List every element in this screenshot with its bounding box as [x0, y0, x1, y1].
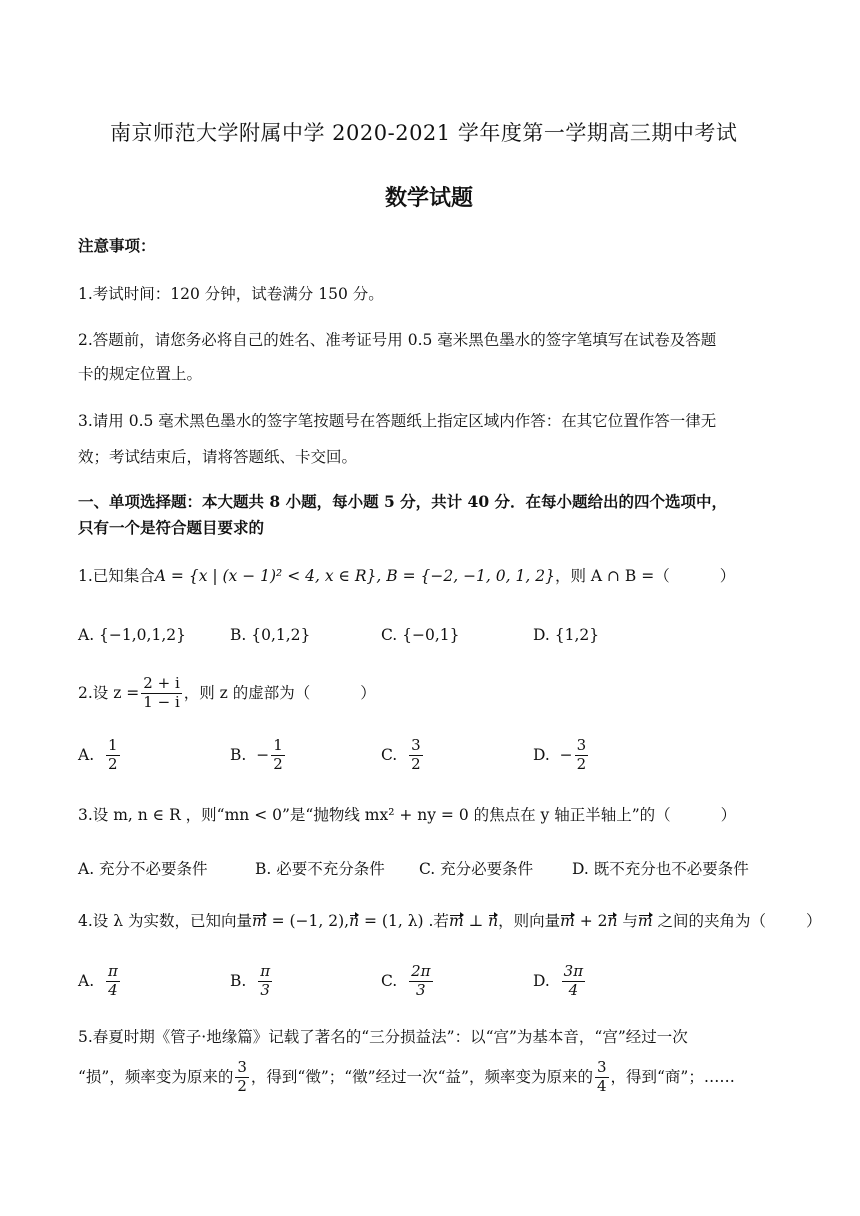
q2-option-b: B. − $\frac{1}{2}$ [230, 736, 283, 773]
notice-item-2-line1: 2.答题前，请您务必将自己的姓名、准考证号用 0.5 毫米黑色墨水的签字笔填写在试卷及答题 [78, 331, 717, 349]
q3-option-d: D. 既不充分也不必要条件 [572, 860, 749, 878]
notice-item-3-line2: 效；考试结束后，请将答题纸、卡交回。 [78, 448, 358, 466]
q2-close: ） [360, 683, 376, 702]
notice-item-1: 1.考试时间：120 分钟，试卷满分 150 分。 [78, 285, 384, 303]
q3-option-a: A. 充分不必要条件 [78, 860, 208, 878]
notice-heading: 注意事项： [78, 236, 156, 255]
question-2-stem [78, 676, 376, 711]
notice-item-2-line2: 卡的规定位置上。 [78, 365, 203, 383]
question-5-line1: 5.春夏时期《管子·地缘篇》记载了著名的“三分损益法”：以“宫”为基本音，“宫”经过一次 [78, 1028, 688, 1046]
q3-option-c: C. 充分必要条件 [419, 860, 534, 878]
question-5-line2: “损”，频率变为原来的 $\frac{3}{2}$ ，得到“徵”；“徵”经过一次“益”，频率变为原来的 $\frac{3}{4}$ ，得到“商”；…… [78, 1058, 735, 1095]
q1-suffix: ，则 A ∩ B =（ [554, 567, 670, 585]
q1-set-a: A = {x | (x − 1)² < 4, x ∈ R} [154, 567, 377, 585]
q2-option-d: D. − $\frac{3}{2}$ [533, 736, 587, 773]
q1-option-b: B. {0,1,2} [230, 626, 311, 644]
question-3-stem: 3.设 m, n ∈ R ，则“mn < 0”是“抛物线 mx² + ny = 0 的焦点在 y 轴正半轴上”的（ ） [78, 806, 737, 824]
q1-option-a: A. {−1,0,1,2} [78, 626, 186, 644]
q2-option-c: C. $\frac{3}{2}$ [381, 736, 421, 773]
q3-option-b: B. 必要不充分条件 [255, 860, 385, 878]
q1-option-d: D. {1,2} [533, 626, 600, 644]
section-heading-line1: 一、单项选择题：本大题共 8 小题，每小题 5 分，共计 40 分．在每小题给出的四个选项中， [78, 492, 728, 511]
q1-close: ） [719, 567, 736, 585]
question-4-stem: 4.设 λ 为实数，已知向量m = (−1, 2),n = (1, λ) .若m ⊥ n，则向量m + 2n 与m 之间的夹角为（ ） [78, 912, 822, 930]
q4-option-a: A. $\frac{\pi}{4}$ [78, 962, 118, 999]
question-1-stem [78, 569, 735, 585]
exam-subtitle: 数学试题 [385, 185, 474, 211]
q4-option-d: D. $\frac{3\pi}{4}$ [533, 962, 584, 999]
q2-suffix: ，则 z 的虚部为（ [183, 683, 311, 702]
section-heading-line2: 只有一个是符合题目要求的 [78, 518, 265, 537]
q2-fraction: $\frac{2 + i}{1 - i}$ [143, 674, 180, 711]
q2-option-a: A. $\frac{1}{2}$ [78, 736, 118, 773]
q1-prefix: 1.已知集合 [78, 567, 155, 585]
q1-set-b: , B = {−2, −1, 0, 1, 2} [376, 567, 555, 585]
q4-option-b: B. $\frac{\pi}{3}$ [230, 962, 271, 999]
q1-option-c: C. {−0,1} [381, 626, 460, 644]
notice-item-3-line1: 3.请用 0.5 毫术黑色墨水的签字笔按题号在答题纸上指定区域内作答：在其它位置作答一律无 [78, 412, 717, 430]
q2-prefix: 2.设 z = [78, 683, 140, 702]
q4-option-c: C. $\frac{2\pi}{3}$ [381, 962, 431, 999]
exam-title: 南京师范大学附属中学 2020-2021 学年度第一学期高三期中考试 [110, 121, 738, 145]
